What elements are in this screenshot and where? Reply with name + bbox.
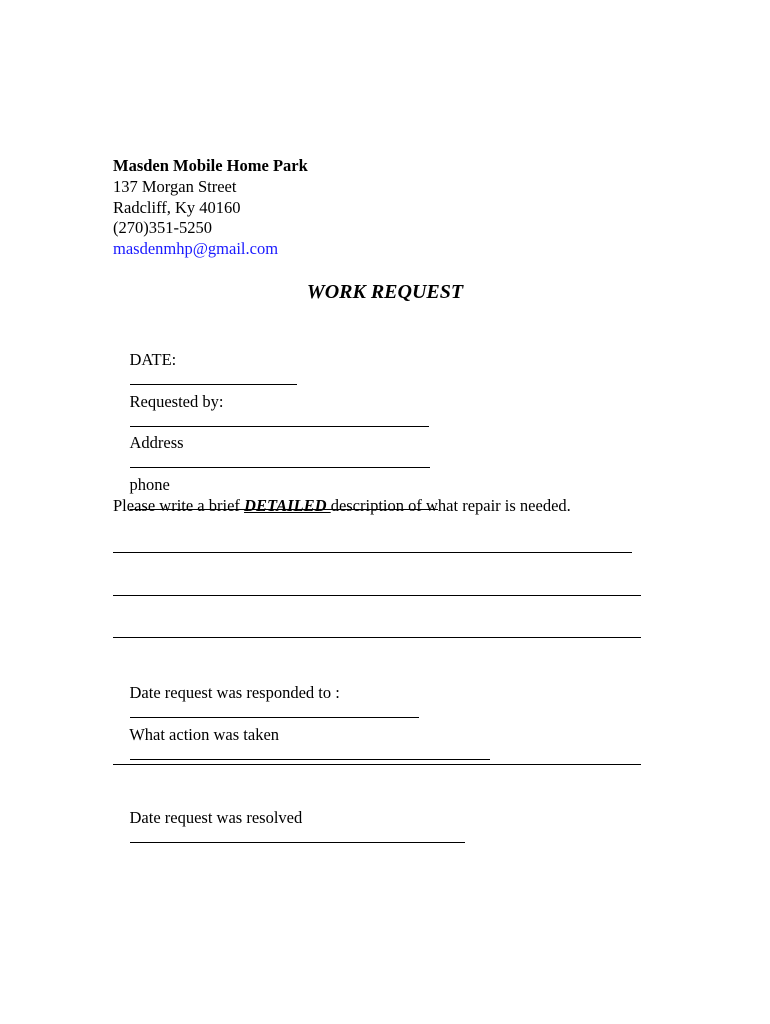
park-name: Masden Mobile Home Park bbox=[113, 156, 308, 175]
description-line-2[interactable] bbox=[113, 595, 641, 596]
requested-by-label: Requested by: bbox=[129, 392, 224, 411]
responded-label: Date request was responded to : bbox=[129, 683, 340, 702]
description-instruction bbox=[113, 496, 571, 516]
phone-number: (270)351-5250 bbox=[113, 218, 212, 238]
resolved-label: Date request was resolved bbox=[129, 808, 303, 827]
email-link[interactable]: masdenmhp@gmail.com bbox=[113, 239, 279, 259]
description-emphasis: DETAILED bbox=[244, 496, 331, 515]
action-line-2[interactable] bbox=[113, 764, 641, 765]
description-prefix: Please write a brief bbox=[113, 496, 245, 515]
address-label: Address bbox=[129, 433, 184, 452]
resolved-row bbox=[113, 788, 465, 868]
city-state-zip: Radcliff, Ky 40160 bbox=[113, 197, 241, 217]
phone-label: phone bbox=[129, 475, 170, 494]
phone-row bbox=[113, 455, 438, 535]
description-line-3[interactable] bbox=[113, 637, 641, 638]
date-label: DATE: bbox=[129, 350, 177, 369]
form-title: WORK REQUEST bbox=[306, 281, 464, 303]
resolved-field[interactable] bbox=[130, 828, 465, 843]
action-row bbox=[113, 705, 490, 785]
action-field[interactable] bbox=[130, 745, 490, 760]
street-address: 137 Morgan Street bbox=[113, 176, 237, 196]
description-line-1[interactable] bbox=[113, 552, 632, 553]
letterhead bbox=[113, 156, 308, 260]
action-label: What action was taken bbox=[129, 725, 280, 744]
description-suffix: description of what repair is needed. bbox=[330, 496, 571, 515]
